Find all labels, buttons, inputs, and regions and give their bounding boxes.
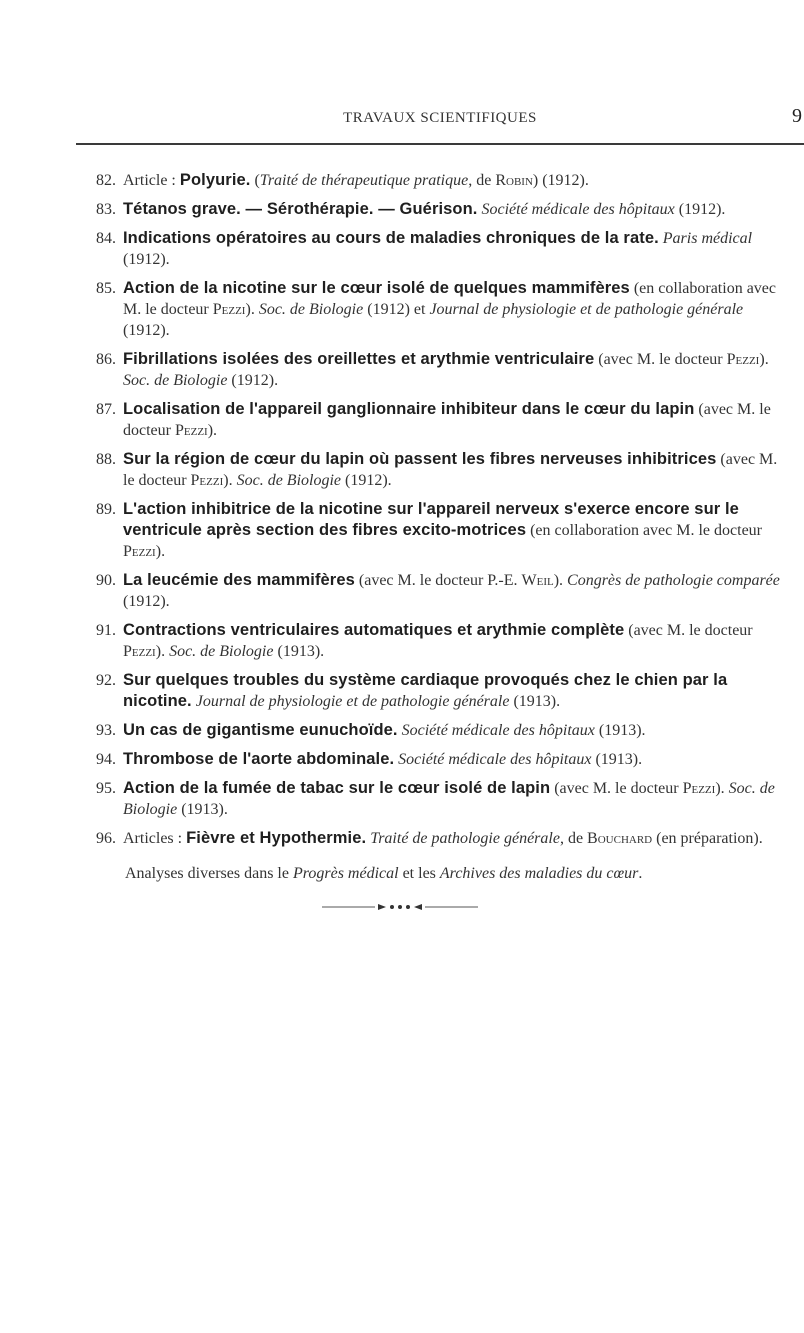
entry-title: Indications opératoires au cours de maladies chroniques de la rate. xyxy=(123,229,659,247)
entry-number: 84. xyxy=(96,230,116,247)
entry-text: (avec M. le docteur xyxy=(123,451,778,489)
entry-venue: Journal de physiologie et de pathologie générale xyxy=(195,693,510,710)
entry-title: Localisation de l'appareil ganglionnaire inhibiteur dans le cœur du lapin xyxy=(123,400,695,418)
entry-author: Pezzi xyxy=(682,780,716,797)
entry-text: (1912). xyxy=(123,322,170,339)
entry-text: (1913). xyxy=(594,722,646,739)
entry-text: ). xyxy=(223,472,237,489)
entry-text: (avec M. le docteur P.-E. xyxy=(354,572,522,589)
entry-text: (1913). xyxy=(591,751,643,768)
entry-author: Pezzi xyxy=(212,301,246,318)
entry-text: (avec M. le docteur xyxy=(624,622,753,639)
final-note-venue: Progrès médical xyxy=(292,865,399,882)
entry-venue: Journal de physiologie et de pathologie générale xyxy=(429,301,744,318)
entry-text: (avec M. le docteur xyxy=(123,401,771,439)
entry-title: Tétanos grave. — Sérothérapie. — Guérison. xyxy=(123,200,478,218)
entry-text: (en collaboration avec M. le docteur xyxy=(123,280,776,318)
bibliography-entry xyxy=(84,720,784,741)
entry-text: ). xyxy=(715,780,729,797)
entry-text: (1912). xyxy=(123,251,170,268)
entry-text: (1912). xyxy=(123,593,170,610)
bibliography-entry xyxy=(84,349,784,391)
entry-text: , de xyxy=(468,172,496,189)
final-note-venue: Archives des maladies du cœur xyxy=(439,865,639,882)
entry-text: (1913). xyxy=(509,693,561,710)
entry-title: Fibrillations isolées des oreillettes et arythmie ventriculaire xyxy=(123,350,595,368)
entry-author: Robin xyxy=(495,172,533,189)
entry-venue: Société médicale des hôpitaux xyxy=(398,751,592,768)
entry-number: 87. xyxy=(96,401,116,418)
entry-number: 82. xyxy=(96,172,116,189)
entry-venue: Paris médical xyxy=(662,230,753,247)
entry-author: Pezzi xyxy=(726,351,760,368)
entry-venue: Soc. de Biologie xyxy=(123,372,228,389)
page-header xyxy=(76,100,804,134)
entry-text: ( xyxy=(250,172,260,189)
entry-lead: Articles : xyxy=(123,830,187,847)
entry-title: Action de la fumée de tabac sur le cœur isolé de lapin xyxy=(123,779,551,797)
final-note-text: et les xyxy=(398,865,440,882)
header-rule xyxy=(76,143,804,145)
entry-text: (en collaboration avec M. le docteur xyxy=(526,522,762,539)
bibliography-entry xyxy=(84,228,784,270)
final-note-text: Analyses diverses dans le xyxy=(125,865,293,882)
entry-number: 86. xyxy=(96,351,116,368)
bibliography-entry xyxy=(84,778,784,820)
entry-text: ). xyxy=(553,572,568,589)
entry-text: (avec M. le docteur xyxy=(550,780,683,797)
end-ornament xyxy=(300,902,500,912)
entry-text: (1912). xyxy=(341,472,392,489)
entry-venue: Soc. de Biologie xyxy=(123,780,775,818)
entry-title: Action de la nicotine sur le cœur isolé de quelques mammifères xyxy=(123,279,630,297)
entry-venue: Soc. de Biologie xyxy=(169,643,274,660)
entry-text: (1912). xyxy=(227,372,279,389)
entry-text: ). xyxy=(245,301,259,318)
entry-number: 92. xyxy=(96,672,116,689)
final-note-text: . xyxy=(638,865,643,882)
entry-text: (1912) et xyxy=(363,301,430,318)
bibliography-entry xyxy=(84,620,784,662)
entry-number: 96. xyxy=(96,830,116,847)
entry-number: 94. xyxy=(96,751,116,768)
entry-text: (1912). xyxy=(674,201,726,218)
entry-venue: Société médicale des hôpitaux xyxy=(481,201,675,218)
entry-text: ). xyxy=(207,422,218,439)
entry-number: 91. xyxy=(96,622,116,639)
entry-author: Pezzi xyxy=(123,543,156,560)
entry-title: Un cas de gigantisme eunuchoïde. xyxy=(123,721,398,739)
bibliography-entry xyxy=(84,278,784,341)
entry-title: Thrombose de l'aorte abdominale. xyxy=(123,750,395,768)
bibliography-entry xyxy=(84,449,784,491)
final-note xyxy=(125,863,785,884)
entry-title: Fièvre et Hypothermie. xyxy=(186,829,367,847)
entry-number: 90. xyxy=(96,572,116,589)
entry-title: Polyurie. xyxy=(179,171,251,189)
entry-venue: Traité de thérapeutique pratique xyxy=(259,172,469,189)
entry-number: 95. xyxy=(96,780,116,797)
bibliography-entry xyxy=(84,828,784,849)
page-number: 9 xyxy=(792,105,802,127)
entry-title: La leucémie des mammifères xyxy=(123,571,355,589)
entry-venue: Congrès de pathologie comparée xyxy=(567,572,780,589)
entry-author: Bouchard xyxy=(587,830,653,847)
entry-venue: Soc. de Biologie xyxy=(236,472,342,489)
entry-venue: Société médicale des hôpitaux xyxy=(401,722,595,739)
entry-number: 93. xyxy=(96,722,116,739)
entry-text: ). xyxy=(155,543,166,560)
entry-author: Pezzi xyxy=(174,422,208,439)
entry-author: Pezzi xyxy=(123,643,156,660)
entry-lead: Article : xyxy=(123,172,180,189)
entry-text: (1913). xyxy=(177,801,228,818)
entry-author: Weil xyxy=(521,572,554,589)
entry-title: Sur la région de cœur du lapin où passent les fibres nerveuses inhibitrices xyxy=(123,450,717,468)
bibliography-entry xyxy=(84,749,784,770)
bibliography-entry xyxy=(84,670,784,712)
entry-text: (en préparation). xyxy=(652,830,763,847)
bibliography-entry xyxy=(84,499,784,562)
entry-author: Pezzi xyxy=(190,472,224,489)
entry-title: L'action inhibitrice de la nicotine sur l'appareil nerveux s'exerce encore sur le ventricule après section des fibres excito-motrices xyxy=(123,500,739,539)
bibliography-entry xyxy=(84,570,784,612)
bibliography-entry xyxy=(84,399,784,441)
entry-number: 83. xyxy=(96,201,116,218)
bibliography-entry xyxy=(84,170,784,191)
entry-text: , de xyxy=(559,830,588,847)
entry-title: Sur quelques troubles du système cardiaque provoqués chez le chien par la nicotine. xyxy=(123,671,728,710)
entry-number: 89. xyxy=(96,501,116,518)
bibliography-list xyxy=(84,170,784,857)
entry-venue: Traité de pathologie générale xyxy=(370,830,560,847)
entry-text: (avec M. le docteur xyxy=(594,351,727,368)
entry-text: ). xyxy=(759,351,769,368)
entry-text: (1913). xyxy=(273,643,325,660)
entry-text: ). xyxy=(155,643,170,660)
entry-number: 88. xyxy=(96,451,116,468)
entry-venue: Soc. de Biologie xyxy=(258,301,364,318)
entry-number: 85. xyxy=(96,280,116,297)
entry-title: Contractions ventriculaires automatiques et arythmie complète xyxy=(123,621,625,639)
entry-text: ) (1912). xyxy=(532,172,589,189)
bibliography-entry xyxy=(84,199,784,220)
running-title: TRAVAUX SCIENTIFIQUES xyxy=(343,110,537,126)
